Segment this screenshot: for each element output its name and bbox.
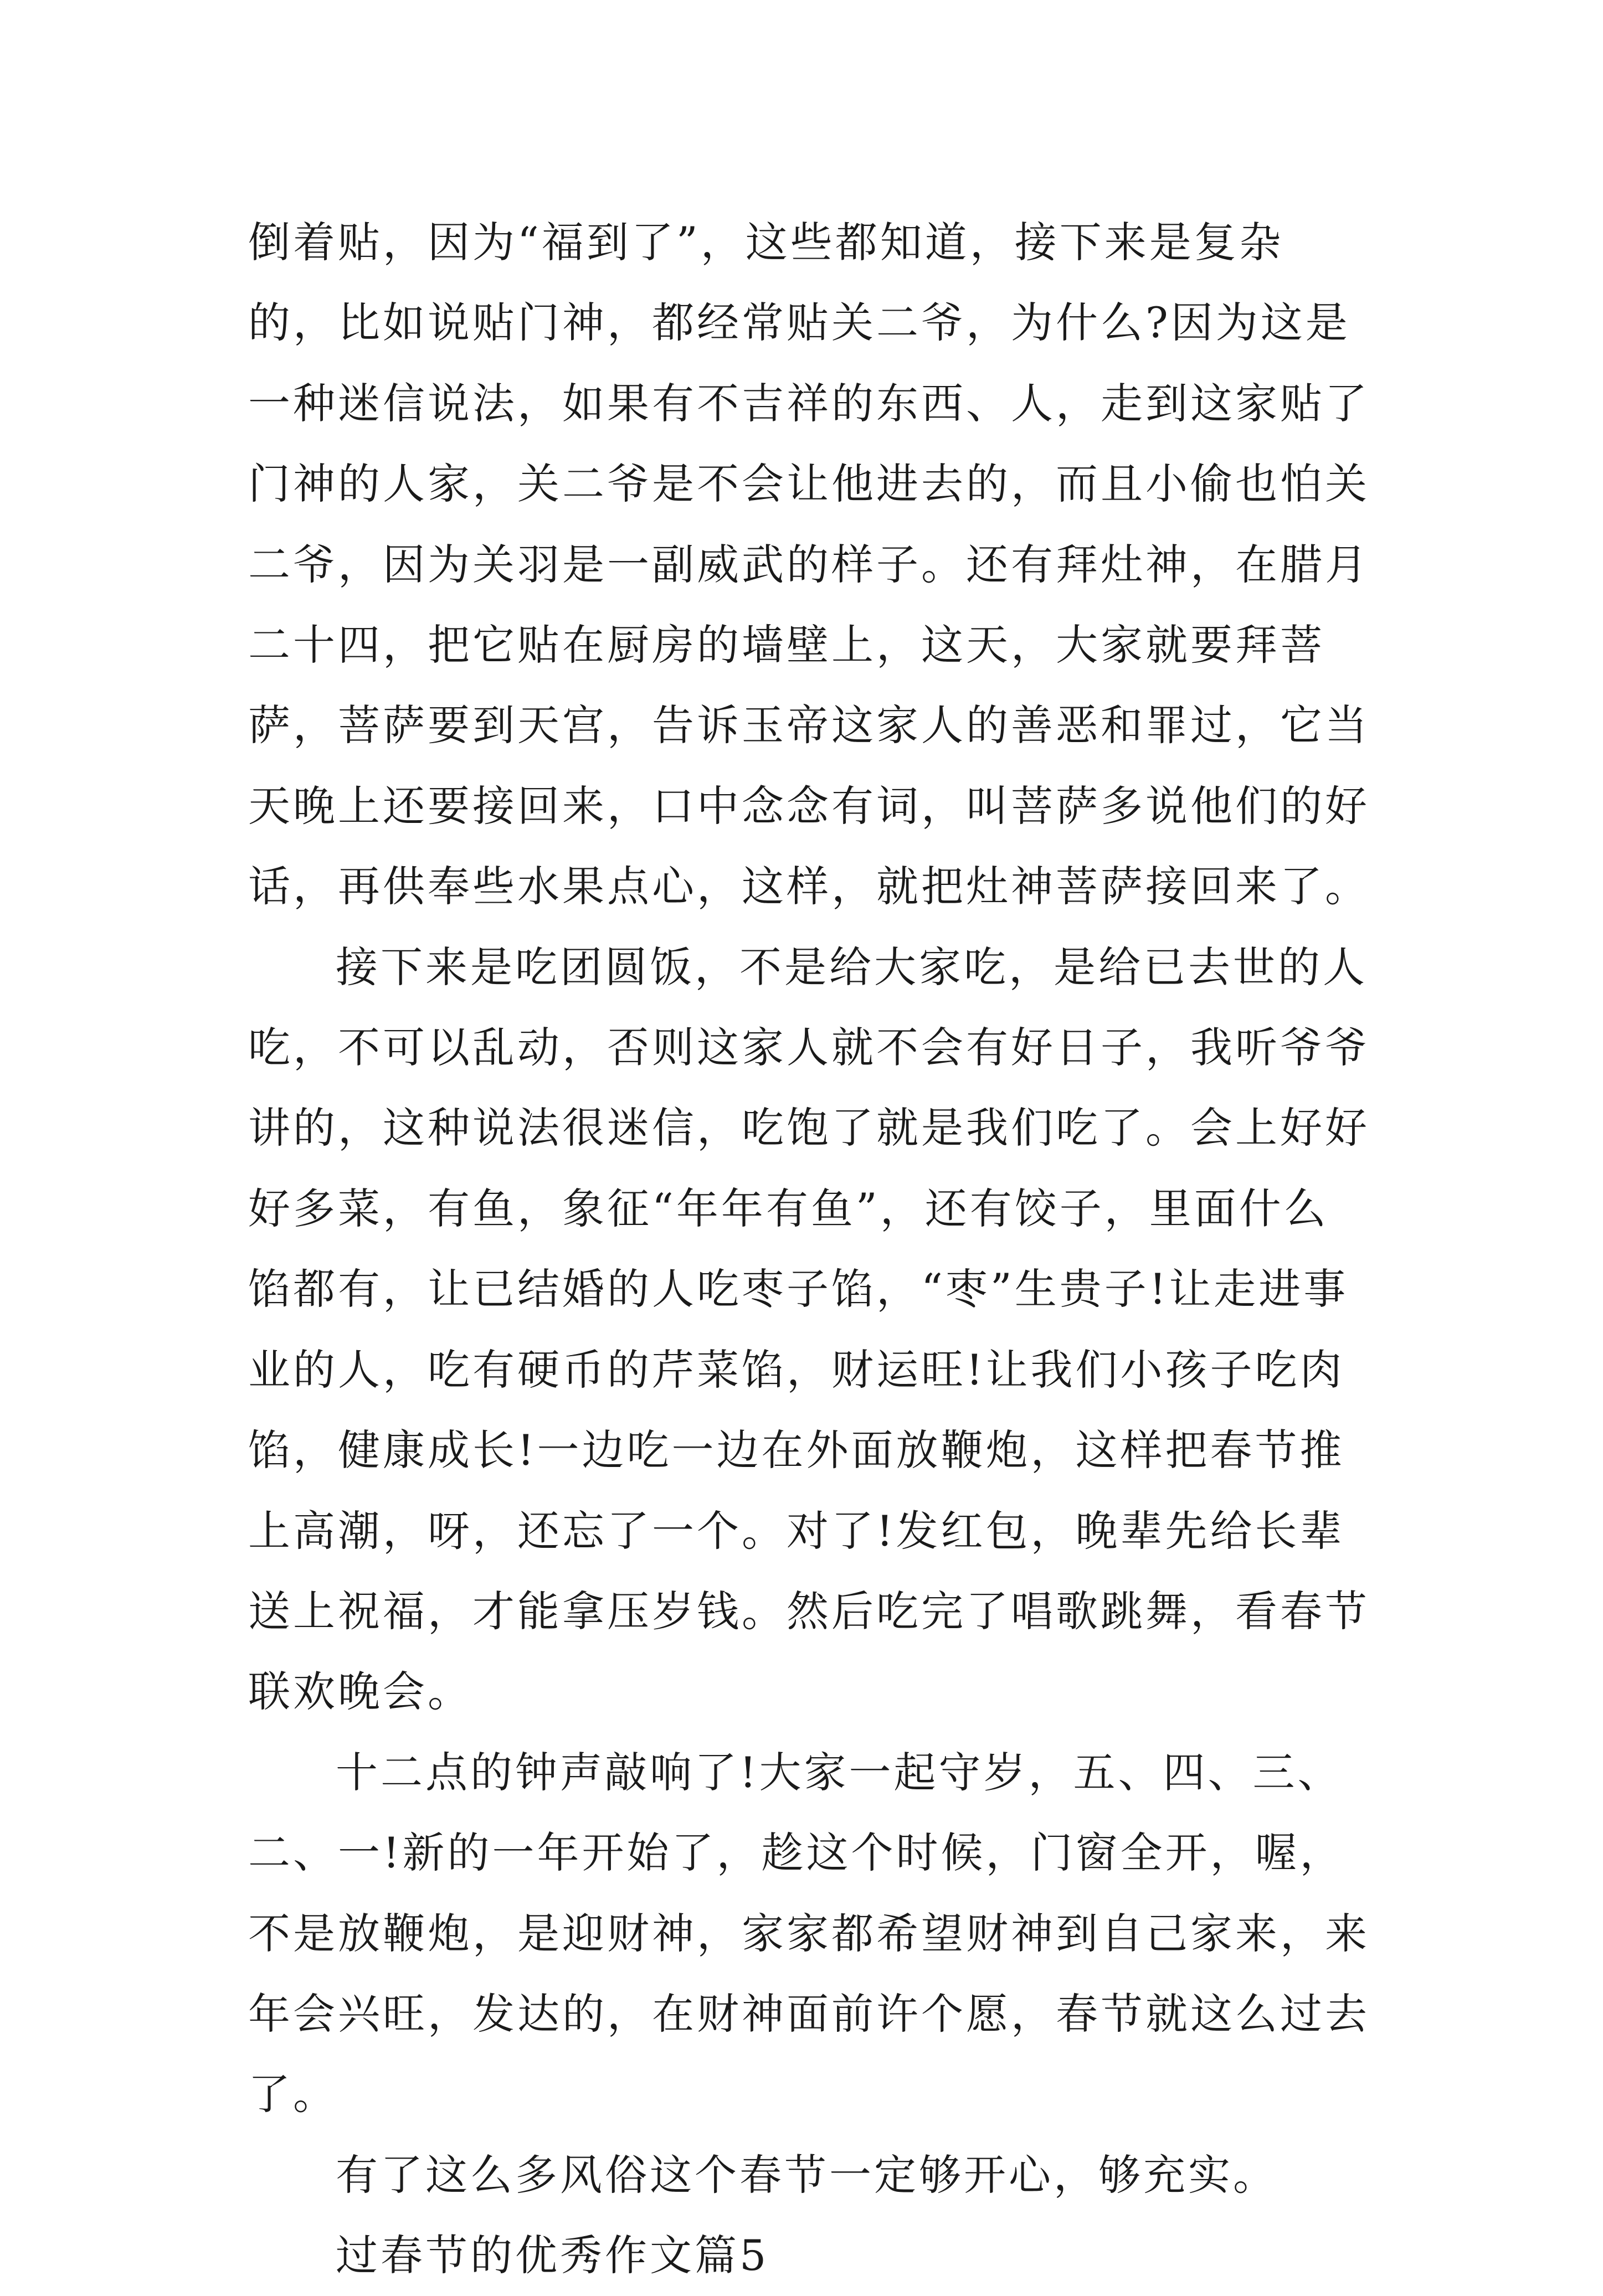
paragraph-2: 接下来是吃团圆饭，不是给大家吃，是给已去世的人吃，不可以乱动，否则这家人就不会有好日子，我听爷爷讲的，这种说法很迷信，吃饱了就是我们吃了。会上好好好多菜，有鱼，象征“年年有鱼”，还有饺子，里面什么馅都有，让已结婚的人吃枣子馅，“枣”生贵子!让走进事业的人，吃有硬币的芹菜馅，财运旺!让我们小孩子吃肉馅，健康成长!一边吃一边在外面放鞭炮，这样把春节推上高潮，呀，还忘了一个。对了!发红包，晚辈先给长辈送上祝福，才能拿压岁钱。然后吃完了唱歌跳舞，看春节联欢晚会。	[248, 942, 1370, 1717]
paragraph-3: 十二点的钟声敲响了!大家一起守岁，五、四、三、二、一!新的一年开始了，趁这个时候，门窗全开，喔，不是放鞭炮，是迎财神，家家都希望财神到自己家来，来年会兴旺，发达的，在财神面前许个愿，春节就这么过去了。	[248, 1747, 1370, 2119]
paragraph-4: 有了这么多风俗这个春节一定够开心，够充实。	[336, 2150, 1278, 2200]
document-body	[248, 202, 1373, 2296]
paragraph-1: 倒着贴，因为“福到了”，这些都知道，接下来是复杂的，比如说贴门神，都经常贴关二爷，为什么?因为这是一种迷信说法，如果有不吉祥的东西、人，走到这家贴了门神的人家，关二爷是不会让他进去的，而且小偷也怕关二爷，因为关羽是一副威武的样子。还有拜灶神，在腊月二十四，把它贴在厨房的墙壁上，这天，大家就要拜菩萨，菩萨要到天宫，告诉玉帝这家人的善恶和罪过，它当天晚上还要接回来，口中念念有词，叫菩萨多说他们的好话，再供奉些水果点心，这样，就把灶神菩萨接回来了。	[248, 218, 1370, 912]
section-heading: 过春节的优秀作文篇5	[336, 2231, 769, 2280]
